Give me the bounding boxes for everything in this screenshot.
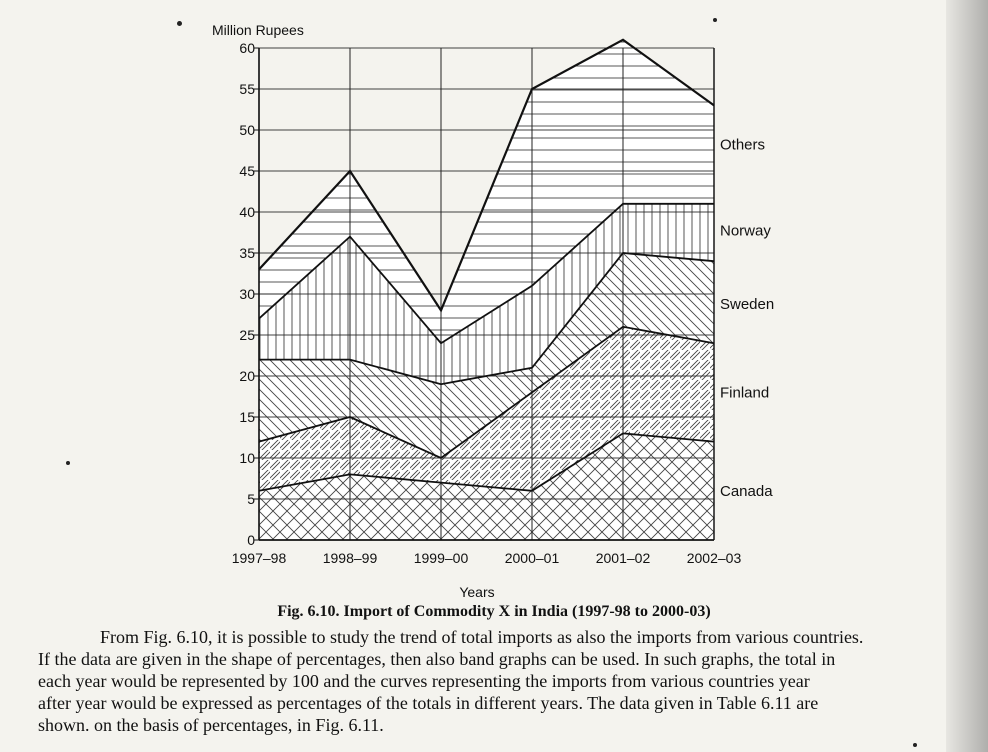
legend-label-canada: Canada [720,482,773,500]
x-tick-label-4: 2001–02 [595,550,651,566]
x-axis-title: Years [459,584,495,600]
paragraph-line-5: shown. on the basis of percentages, in Fig. 6.11. [38,715,384,735]
legend-label-finland: Finland [720,384,770,402]
x-tick-label-3: 2000–01 [504,550,560,566]
legend-label-others: Others [720,136,766,154]
figure-caption: Fig. 6.10. Import of Commodity X in India (1997-98 to 2000-03) [277,603,711,620]
y-tick-label-55: 55 [239,81,255,97]
scan-dot [177,21,182,26]
explanatory-paragraph [38,626,938,736]
scan-dot [66,461,70,465]
y-tick-label-50: 50 [239,122,255,138]
book-spine-shadow [946,0,988,752]
x-tick-label-2: 1999–00 [413,550,469,566]
x-tick-label-5: 2002–03 [686,550,742,566]
y-tick-label-20: 20 [239,368,255,384]
stacked-bands [259,40,714,540]
y-tick-label-15: 15 [239,409,255,425]
y-tick-label-25: 25 [239,327,255,343]
paragraph-line-2: If the data are given in the shape of percentages, then also band graphs can be used. In such graphs, the total in [38,649,836,669]
scan-dot [713,18,717,22]
paragraph-line-4: after year would be expressed as percentages of the totals in different years. The data given in Table 6.11 are [38,693,819,713]
y-tick-label-0: 0 [247,532,255,548]
y-tick-label-30: 30 [239,286,255,302]
y-tick-label-10: 10 [239,450,255,466]
y-tick-label-40: 40 [239,204,255,220]
y-axis-title: Million Rupees [212,22,304,38]
paragraph-line-3: each year would be represented by 100 and the curves representing the imports from various countries year [38,671,810,691]
legend-label-norway: Norway [720,222,771,240]
y-tick-label-45: 45 [239,163,255,179]
y-tick-label-60: 60 [239,40,255,56]
x-tick-label-0: 1997–98 [231,550,287,566]
x-tick-label-1: 1998–99 [322,550,378,566]
scan-dot [913,743,917,747]
y-tick-label-5: 5 [247,491,255,507]
paragraph-line-1: From Fig. 6.10, it is possible to study the trend of total imports as also the imports from various countries. [100,627,864,647]
legend-label-sweden: Sweden [720,296,775,314]
y-tick-label-35: 35 [239,245,255,261]
